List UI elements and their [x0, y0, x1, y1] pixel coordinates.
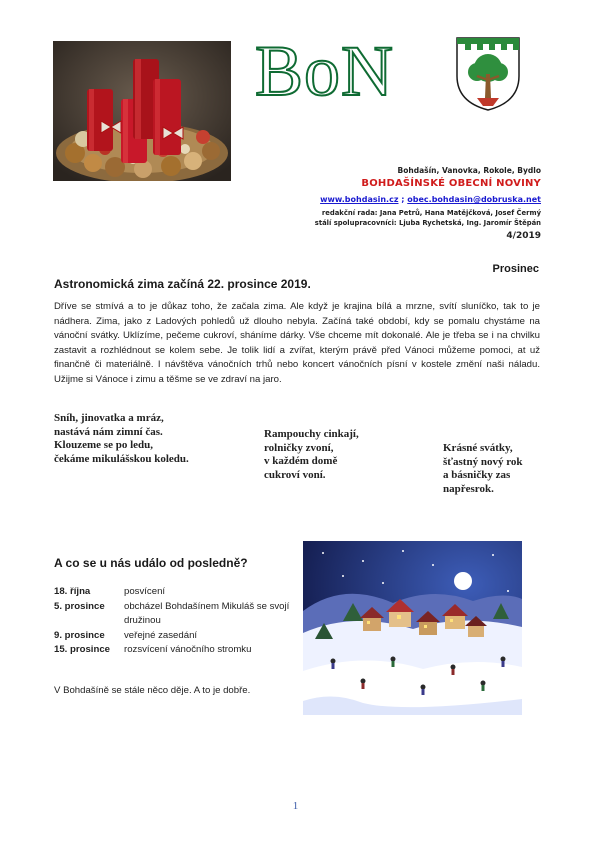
event-text: obcházel Bohdašínem Mikuláš se svojí družinou	[124, 600, 290, 626]
poem-line: šťastný nový rok	[443, 455, 523, 468]
event-date: 5. prosince	[54, 600, 105, 612]
contributors: stálí spolupracovníci: Ljuba Rychetská, Ing. Jaromír Štěpán	[314, 219, 541, 227]
month-label: Prosinec	[492, 263, 539, 275]
poem-line: Sníh, jinovatka a mráz,	[54, 412, 164, 424]
event-date: 9. prosince	[54, 629, 105, 641]
poem-line: rolničky zvoní,	[264, 441, 334, 454]
event-row	[54, 643, 302, 658]
events-headline: A co se u nás událo od posledně?	[54, 556, 248, 570]
event-text: rozsvícení vánočního stromku	[124, 644, 252, 655]
closing-sentence: V Bohdašíně se stále něco děje. A to je dobře.	[54, 685, 251, 696]
event-row	[54, 600, 302, 629]
page-number: 1	[292, 800, 299, 812]
advent-wreath-photo	[53, 41, 231, 181]
poem-line: a básničky zas	[443, 469, 511, 482]
coat-of-arms-icon	[455, 36, 521, 112]
newsletter-name: BOHDAŠÍNSKÉ OBECNÍ NOVINY	[361, 178, 541, 189]
issue-number: 4/2019	[506, 231, 541, 241]
poem-line: nastává nám zimní čas.	[54, 425, 163, 438]
poem-snow	[54, 412, 189, 466]
poem-line: Rampouchy cinkají,	[264, 428, 359, 440]
poem-line: čekáme mikulášskou koledu.	[54, 452, 189, 465]
poem-line: cukroví voní.	[264, 468, 326, 481]
masthead-logo: BoN	[255, 31, 395, 111]
villages-line: Bohdašín, Vanovka, Rokole, Bydlo	[397, 166, 541, 175]
poem-line: napřesrok.	[443, 482, 494, 495]
link-separator: ;	[398, 195, 408, 204]
article-headline: Astronomická zima začíná 22. prosince 2019.	[54, 277, 311, 291]
article-body: Dříve se stmívá a to je důkaz toho, že začala zima. Ale když je krajina bílá a mrzne, svítí sluníčko, tak to je nádhera. Zima, jako z Ladových pohledů už dlouho nebyla. Začíná také období, kdy se pomalu chystáme na vánoční svátky. Uklízíme, pečeme cukroví, sháníme dárky. Vše chceme mít dokonalé. Ale je třeba se i na chvilku zastavit a rozhlédnout se kolem sebe. Je tolik lidí a zvířat, kterým právě před Vánoci můžeme pomoci, at už finančně či materiálně. I návštěva vánočních trhů nebo koncert vánočních písní v kostele změní naši náladu. Užijme si Vánoce i zimu a těšme se ve zdraví na jaro.	[54, 301, 540, 385]
website-link[interactable]: www.bohdasin.cz	[320, 195, 399, 204]
contact-links	[320, 195, 541, 204]
poem-holidays	[443, 442, 523, 496]
event-row	[54, 629, 302, 644]
event-text: veřejné zasedání	[124, 629, 198, 641]
poem-line: Klouzeme se po ledu,	[54, 439, 153, 452]
event-row	[54, 585, 302, 600]
editorial-board: redakční rada: Jana Petrů, Hana Matějčková, Josef Čermý	[321, 209, 541, 217]
poem-icicles	[264, 428, 359, 482]
event-date: 18. října	[54, 586, 91, 597]
events-list	[54, 585, 302, 658]
poem-line: v každém domě	[264, 455, 338, 468]
event-date: 15. prosince	[54, 644, 110, 655]
winter-village-painting	[303, 541, 522, 715]
event-text: posvícení	[124, 586, 166, 597]
email-link[interactable]: obec.bohdasin@dobruska.net	[407, 195, 541, 204]
poem-line: Krásné svátky,	[443, 442, 513, 454]
